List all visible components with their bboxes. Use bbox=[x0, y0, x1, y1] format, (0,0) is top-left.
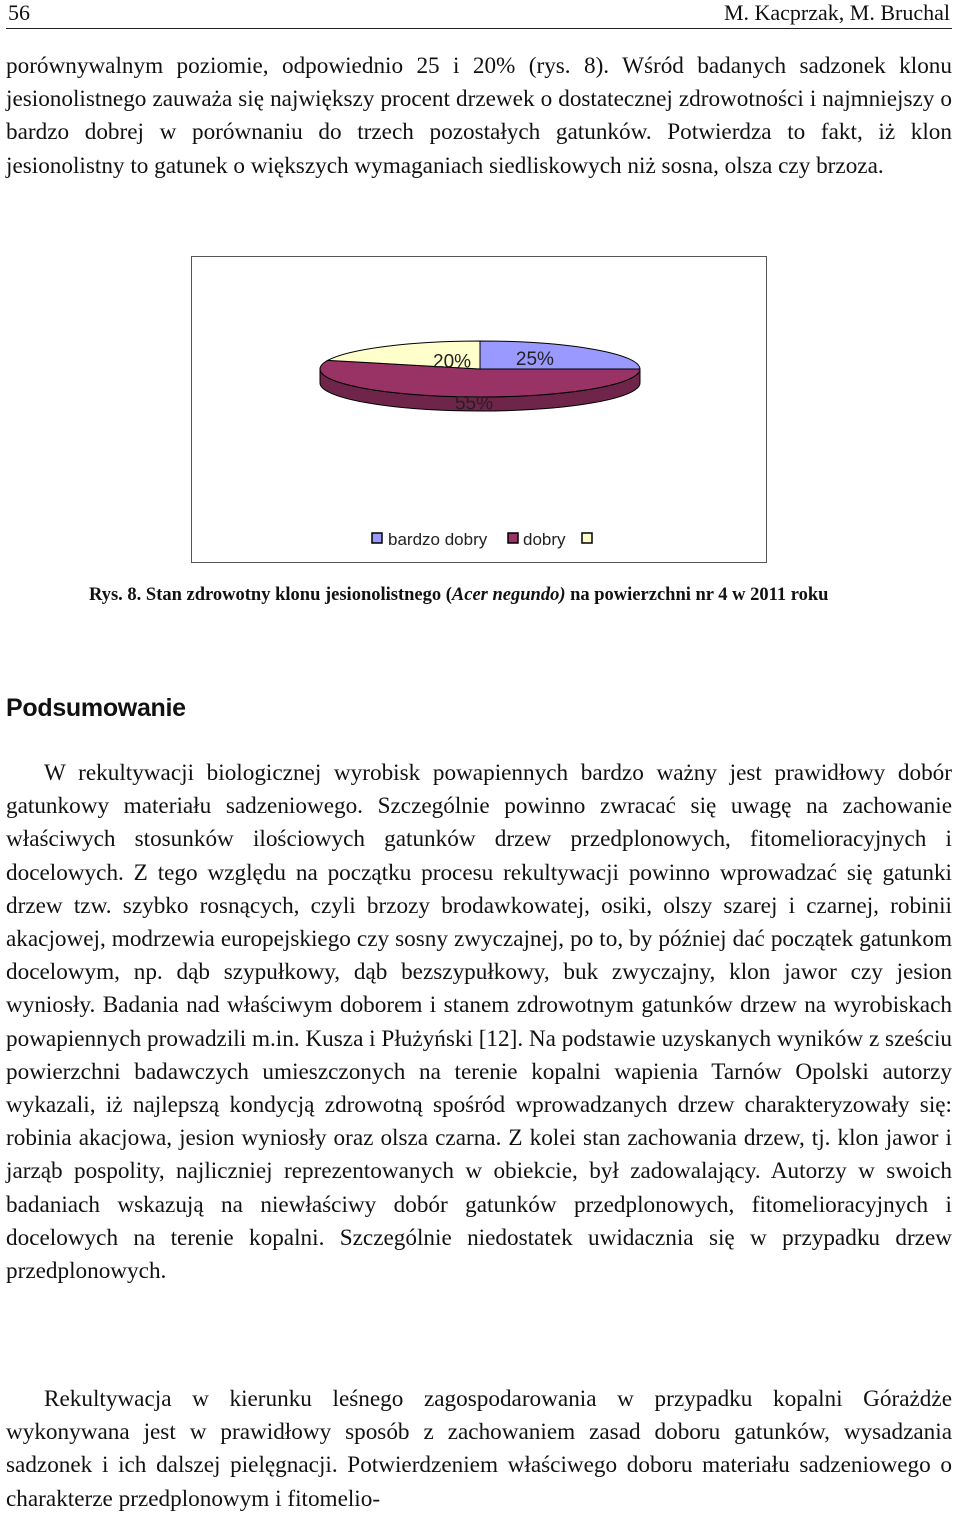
figure-caption-text-end: na powierzchni nr 4 w 2011 roku bbox=[565, 585, 829, 605]
figure-caption-label: Rys. 8. bbox=[89, 585, 142, 605]
figure-caption-latin-name: Acer negundo) bbox=[451, 585, 566, 605]
figure-caption bbox=[89, 582, 897, 608]
legend-swatch-dobry bbox=[508, 533, 518, 543]
slice-label-dobry: 55% bbox=[454, 393, 494, 415]
running-header bbox=[6, 0, 952, 29]
legend-label-dobry: dobry bbox=[523, 530, 566, 549]
slice-label-third: 20% bbox=[433, 351, 472, 373]
pie-chart-figure bbox=[191, 256, 767, 563]
chart-legend bbox=[372, 530, 592, 549]
legend-label-bardzo-dobry: bardzo dobry bbox=[388, 530, 488, 549]
pie-slice-bardzo-dobry bbox=[480, 341, 640, 369]
section-heading: Podsumowanie bbox=[6, 694, 186, 722]
pie-chart bbox=[192, 257, 768, 564]
body-paragraph-1: W rekultywacji biologicznej wyrobisk powapiennych bardzo ważny jest prawidłowy dobór gatunkowy materiału sadzeniowego. Szczególnie powinno zwracać się uwagę na zachowanie właściwych stosunków ilościowych gatunków drzew przedplonowych, fitomelioracyjnych i docelowych. Z tego względu na początku procesu rekultywacji powinno wprowadzać się gatunki drzew tzw. szybko rosnących, czyli brzozy brodawkowatej, osiki, olszy szarej i czarnej, robinii akacjowej, modrzewia europejskiego czy sosny zwyczajnej, po to, by później dać początek gatunkom docelowym, np. dąb szypułkowy, dąb bezszypułkowy, buk zwyczajny, klon jawor czy jesion wyniosły. Badania nad właściwym doborem i stanem zdrowotnym gatunków drzew na wyrobiskach powapiennych prowadzili m.in. Kusza i Płużyński [12]. Na podstawie uzyskanych wyników z sześciu powierzchni badawczych umieszczonych na terenie kopalni wapienia Tarnów Opolski autorzy wykazali, iż najlepszą kondycją zdrowotną spośród wprowadzanych drzew charakteryzowały się: robinia akacjowa, jesion wyniosły oraz olsza czarna. Z kolei stan zachowania drzew, tj. klon jawor i jarząb pospolity, najliczniej reprezentowanych w obiekcie, był zadowalający. Autorzy w swoich badaniach wskazują na niewłaściwy dobór gatunków przedplonowych, fitomelioracyjnych i docelowych na terenie kopalni. Szczególnie niedostatek uwidacznia się w przypadku drzew przedplonowych. bbox=[6, 760, 952, 1285]
figure-caption-text: Stan zdrowotny klonu jesionolistnego ( bbox=[145, 585, 452, 605]
running-header-authors: M. Kacprzak, M. Bruchal bbox=[723, 0, 950, 25]
legend-swatch-bardzo-dobry bbox=[372, 533, 382, 543]
body-paragraph-2: Rekultywacja w kierunku leśnego zagospodarowania w przypadku kopalni Górażdże wykonywana jest w prawidłowy sposób z zachowaniem zasad doboru gatunków, wysadzania sadzonek i ich dalszej pielęgnacji. Potwierdzeniem właściwego doboru materiału sadzeniowego o charakterze przedplonowym i fitomelio- bbox=[6, 1386, 952, 1512]
intro-paragraph: porównywalnym poziomie, odpowiednio 25 i 20% (rys. 8). Wśród badanych sadzonek klonu jesionolistnego zauważa się największy procent drzewek o dostatecznej zdrowotności i najmniejszy o bardzo dobrej w porównaniu do trzech pozostałych gatunków. Potwierdza to fakt, iż klon jesionolistny to gatunek o większych wymaganiach siedliskowych niż sosna, olsza czy brzoza. bbox=[6, 53, 952, 179]
slice-label-bardzo-dobry: 25% bbox=[515, 349, 554, 371]
page-number: 56 bbox=[8, 0, 30, 25]
legend-swatch-third bbox=[582, 533, 592, 543]
